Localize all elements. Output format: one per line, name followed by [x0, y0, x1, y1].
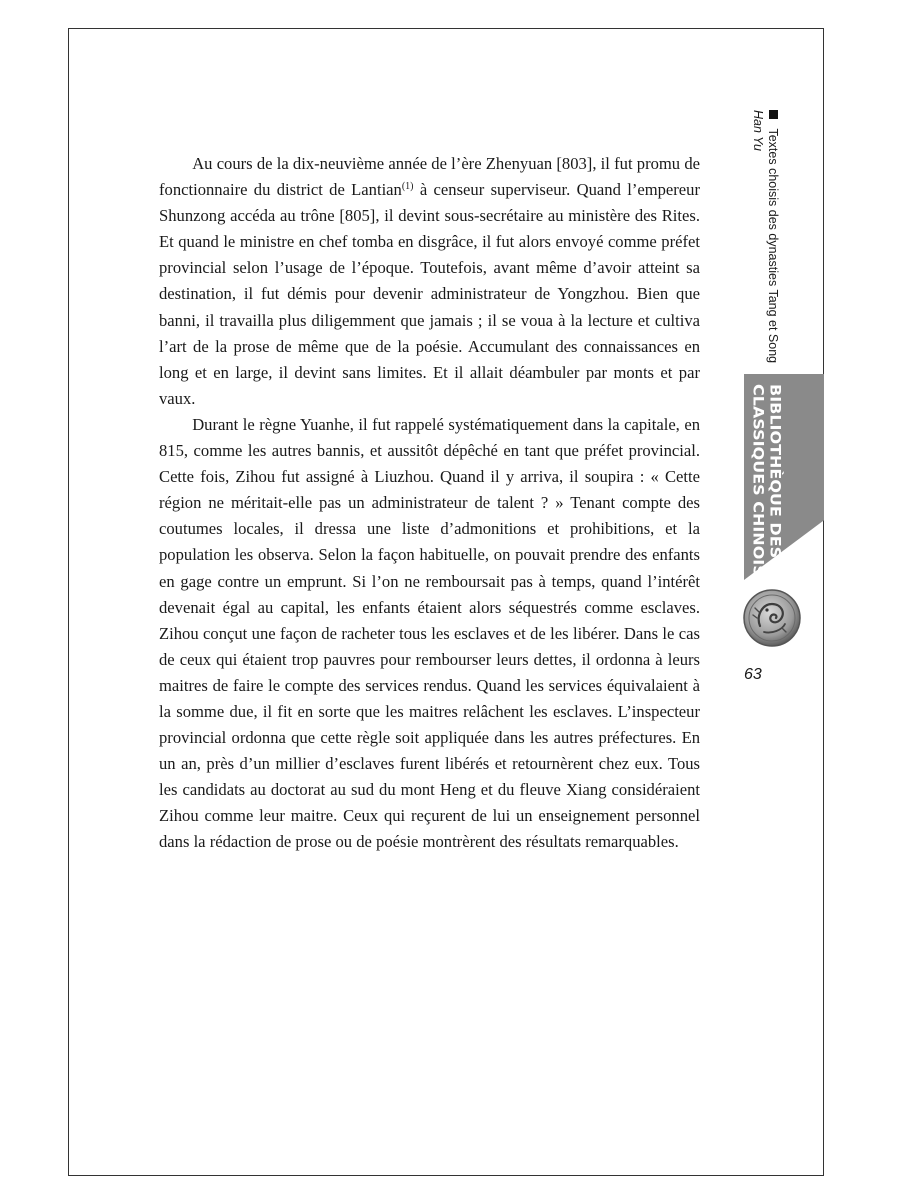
running-title — [744, 110, 780, 370]
paragraph-1 — [159, 151, 700, 412]
body-text — [159, 151, 700, 856]
footnote-marker[interactable]: (1) — [401, 181, 414, 193]
series-banner-text — [748, 384, 784, 577]
series-banner-line-1: BIBLIOTHÈQUE DES — [766, 384, 784, 559]
series-banner-line-2: CLASSIQUES CHINOIS — [749, 384, 767, 577]
paragraph-1-text-b: à censeur superviseur. Quand l’empereur Shunzong accéda au trône [805], il devint sous-secrétaire au ministère des Rites. Et quand le ministre en chef tomba en disgrâce, il fut alors envoyé comme préfet provincial selon l’usage de l’époque. Toutefois, avant même d’avoir atteint sa destination, il fut démis pour devenir administrateur de Yongzhou. Bien que banni, il travailla plus diligemment que jamais ; il se voua à la lecture et cultiva l’art de la prose de même que de la poésie. Accumulant des connaissances en long et en large, il devint sans limites. Et il allait déambuler par monts et par vaux. — [159, 180, 700, 408]
page-number: 63 — [744, 666, 762, 683]
author-name: Han Yu — [751, 110, 765, 152]
square-bullet-icon — [769, 110, 778, 119]
collection-title: Textes choisis des dynasties Tang et Song — [766, 128, 780, 364]
paragraph-2: Durant le règne Yuanhe, il fut rappelé systématiquement dans la capitale, en 815, comme les autres bannis, et aussitôt dépêché en tant que préfet provincial. Cette fois, Zihou fut assigné à Liuzhou. Quand il y arriva, il soupira : « Cette région ne méritait-elle pas un administrateur de talent ? » Tenant compte des coutumes locales, il dressa une liste d’admonitions et prohibitions, et la population les observa. Selon la façon habituelle, on pouvait prendre des enfants en gage contre un emprunt. Si l’on ne remboursait pas à temps, quand l’intérêt devenait égal au capital, les enfants étaient alors séquestrés comme esclaves. Zihou conçut une façon de racheter tous les esclaves et de les libérer. Dans le cas de ceux qui étaient trop pauvres pour rembourser leurs dettes, il ordonna à leurs maitres de faire le compte des services rendus. Quand les services équivalaient à la somme due, il fit en sorte que les maitres relâchent les esclaves. L’inspecteur provincial ordonna que cette règle soit appliquée dans les autres préfectures. En un an, près d’un millier d’esclaves furent libérés et retournèrent chez eux. Tous les candidats au doctorat au sud du mont Heng et du fleuve Xiang considéraient Zihou comme leur maitre. Ceux qui reçurent de lui un enseignement personnel dans la rédaction de prose ou de poésie montrèrent des résultats remarquables. — [159, 414, 700, 852]
dragon-medallion-icon — [742, 588, 802, 648]
paragraph-1-text-a: Au cours de la dix-neuvième année de l’ère Zhenyuan [803], il fut promu de fonctionnaire du district de Lantian — [159, 154, 700, 200]
